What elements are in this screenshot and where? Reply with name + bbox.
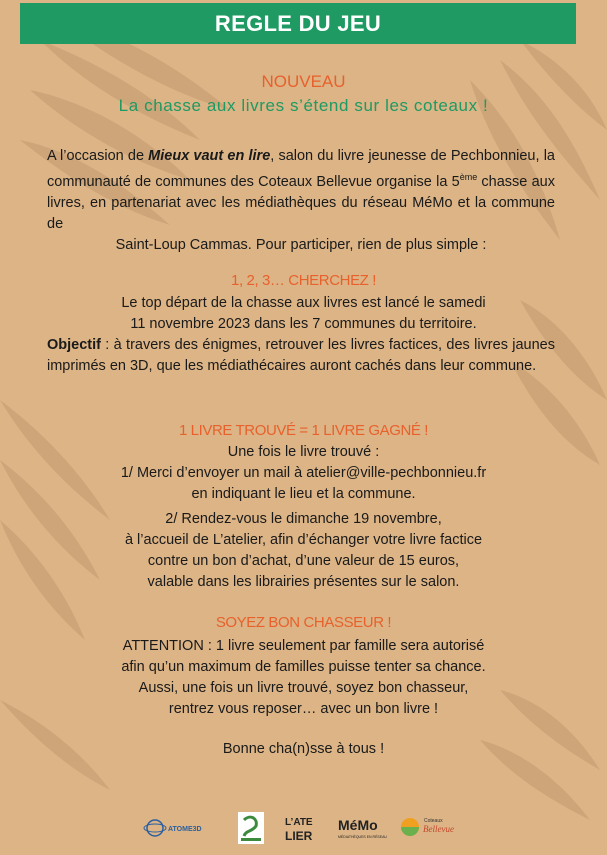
attention-rule: : 1 livre seulement par famille bbox=[203, 638, 397, 654]
coteaux-bellevue-logo bbox=[401, 818, 454, 836]
intro-text-1: A l’occasion de bbox=[47, 148, 149, 164]
intro-paragraph bbox=[47, 146, 555, 256]
section1-line1: Le top départ de la chasse aux livres est lancé le samedi bbox=[121, 295, 486, 311]
atelier-text-top: L’ATE bbox=[285, 817, 313, 828]
headline-new: NOUVEAU bbox=[261, 72, 346, 91]
objective-label: Objectif bbox=[47, 337, 101, 353]
section2-heading: 1 LIVRE TROUVÉ = 1 LIVRE GAGNÉ ! bbox=[178, 422, 429, 439]
partner-logos bbox=[0, 810, 607, 850]
memo-subtext: MÉDIATHÈQUES EN RÉSEAU bbox=[338, 835, 387, 839]
ordinal-suffix: ème bbox=[459, 172, 478, 182]
step2-line3: contre un bon d’achat, d’une valeur de 15 euros, bbox=[147, 553, 460, 569]
intro-text-3: chasse aux livres, en partenariat avec les médiathèques du réseau MéMo et la commune de bbox=[47, 173, 555, 232]
section3-line4: rentrez vous reposer… avec un bon livre ! bbox=[168, 701, 439, 717]
atelier-logo bbox=[285, 817, 313, 843]
headline-tagline: La chasse aux livres s’étend sur les coteaux ! bbox=[118, 96, 489, 115]
pechbonnieu-logo bbox=[238, 812, 264, 844]
step1-line2: en indiquant le lieu et la commune. bbox=[191, 486, 416, 502]
section3-heading: SOYEZ BON CHASSEUR ! bbox=[215, 614, 392, 631]
memo-logo bbox=[338, 817, 387, 839]
step2-line2: à l’accueil de L’atelier, afin d’échanger votre livre factice bbox=[124, 532, 483, 548]
section3-line3: Aussi, une fois un livre trouvé, soyez bon chasseur, bbox=[138, 680, 469, 696]
banner-title: REGLE DU JEU bbox=[20, 3, 576, 44]
section1-line2: 11 novembre 2023 dans les 7 communes du territoire. bbox=[130, 316, 477, 332]
atelier-text-bottom: LIER bbox=[285, 829, 313, 843]
attention-line bbox=[40, 636, 567, 657]
closing-line: Bonne cha(n)sse à tous ! bbox=[222, 741, 385, 757]
intro-text-2: , salon du livre jeunesse de Pechbonnieu, la communauté de communes des Coteaux Bellevue organise la 5 bbox=[47, 148, 555, 190]
step2-line4: valable dans les librairies présentes sur le salon. bbox=[147, 574, 460, 590]
objective-paragraph bbox=[47, 335, 555, 377]
memo-text: MéMo bbox=[338, 817, 378, 833]
step2-line1: 2/ Rendez-vous le dimanche 19 novembre, bbox=[165, 511, 442, 527]
section2-subheading: Une fois le livre trouvé : bbox=[227, 444, 380, 460]
section3-line2: afin qu’un maximum de familles puisse tenter sa chance. bbox=[121, 659, 486, 675]
step1-line1: 1/ Merci d’envoyer un mail à atelier@ville-pechbonnieu.fr bbox=[120, 465, 487, 481]
coteaux-label: Coteaux bbox=[424, 818, 443, 824]
section1-heading: 1, 2, 3… CHERCHEZ ! bbox=[231, 272, 376, 289]
event-name: Mieux vaut en lire bbox=[148, 148, 271, 164]
atome3d-text: ATOME3D bbox=[168, 826, 202, 833]
bellevue-label: Bellevue bbox=[423, 824, 454, 834]
objective-text: : à travers des énigmes, retrouver les livres factices, des livres jaunes imprimés en 3D, que les médiathécaires auront cachés dans leur commune. bbox=[47, 337, 555, 374]
intro-text-4: Saint-Loup Cammas. Pour participer, rien de plus simple : bbox=[115, 236, 487, 253]
attention-end: sera autorisé bbox=[396, 638, 485, 654]
attention-label: ATTENTION bbox=[122, 638, 204, 654]
atome3d-logo bbox=[144, 820, 202, 836]
